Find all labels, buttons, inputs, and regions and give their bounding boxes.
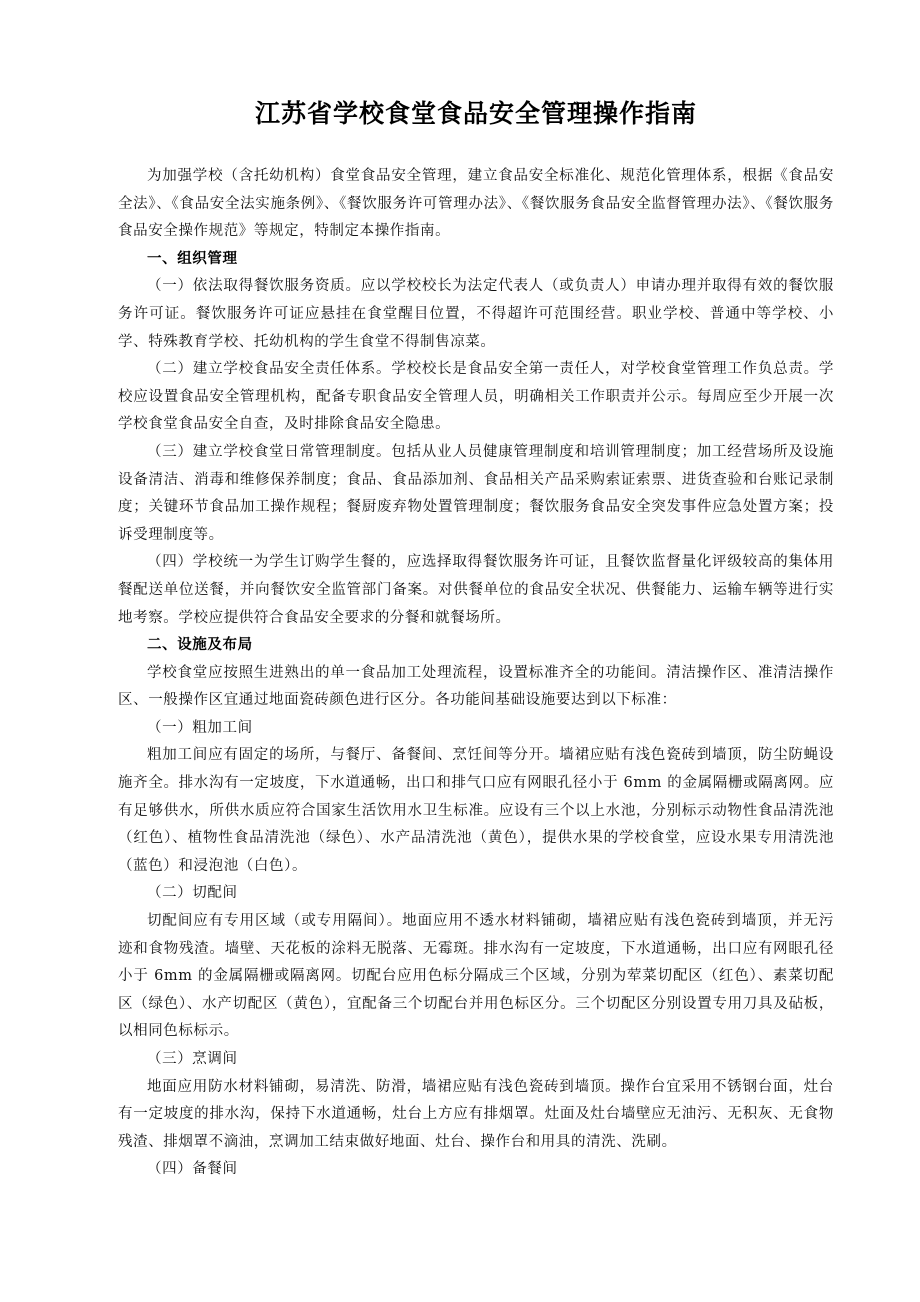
section1-item-4: （四）学校统一为学生订购学生餐的，应选择取得餐饮服务许可证，且餐饮监督量化评级较高的集体用餐配送单位送餐，并向餐饮安全监管部门备案。对供餐单位的食品安全状况、供餐能力、运输车辆等进行实地考察。学校应提供符合食品安全要求的分餐和就餐场所。 (118, 554, 834, 626)
subsection-title-cooking-room: （三）烹调间 (147, 1051, 238, 1067)
section-heading-organization: 一、组织管理 (147, 250, 238, 267)
section1-item-1: （一）依法取得餐饮服务资质。应以学校校长为法定代表人（或负责人）申请办理并取得有效的餐饮服务许可证。餐饮服务许可证应悬挂在食堂醒目位置，不得超许可范围经营。职业学校、普通中等学校、小学、特殊教育学校、托幼机构的学生食堂不得制售凉菜。 (118, 278, 834, 350)
document-page (118, 98, 834, 1184)
section1-item-3: （三）建立学校食堂日常管理制度。包括从业人员健康管理制度和培训管理制度；加工经营场所及设施设备清洁、消毒和维修保养制度；食品、食品添加剂、食品相关产品采购索证索票、进货查验和台账记录制度；关键环节食品加工操作规程；餐厨废弃物处置管理制度；餐饮服务食品安全突发事件应急处置方案；投诉受理制度等。 (118, 443, 834, 543)
section-heading-facilities: 二、设施及布局 (147, 637, 253, 654)
subsection-title-serving-room: （四）备餐间 (147, 1161, 238, 1178)
document-title: 江苏省学校食堂食品安全管理操作指南 (254, 99, 697, 128)
section2-intro: 学校食堂应按照生进熟出的单一食品加工处理流程，设置标准齐全的功能间。清洁操作区、准清洁操作区、一般操作区宜通过地面瓷砖颜色进行区分。各功能间基础设施要达到以下标准： (118, 664, 834, 709)
subsection-text-cooking-room: 地面应用防水材料铺砌，易清洗、防滑，墙裙应贴有浅色瓷砖到墙顶。操作台宜采用不锈钢台面，灶台有一定坡度的排水沟，保持下水道通畅，灶台上方应有排烟罩。灶面及灶台墙壁应无油污、无积灰、无食物残渣、排烟罩不滴油，烹调加工结束做好地面、灶台、操作台和用具的清洗、洗刷。 (118, 1078, 834, 1150)
subsection-text-cutting-room: 切配间应有专用区域（或专用隔间）。地面应用不透水材料铺砌，墙裙应贴有浅色瓷砖到墙顶，并无污迹和食物残渣。墙壁、天花板的涂料无脱落、无霉斑。排水沟有一定坡度，下水道通畅，出口应有网眼孔径小于 6mm 的金属隔栅或隔离网。切配台应用色标分隔成三个区域，分别为荤菜切配区（红色）、素菜切配区（绿色）、水产切配区（黄色），宜配备三个切配台并用色标区分。三个切配区分别设置专用刀具及砧板，以相同色标标示。 (118, 913, 834, 1040)
subsection-text-rough-processing: 粗加工间应有固定的场所，与餐厅、备餐间、烹饪间等分开。墙裙应贴有浅色瓷砖到墙顶，防尘防蝇设施齐全。排水沟有一定坡度，下水道通畅，出口和排气口应有网眼孔径小于 6mm 的金属隔栅或隔离网。应有足够供水，所供水质应符合国家生活饮用水卫生标准。应设有三个以上水池，分别标示动物性食品清洗池（红色）、植物性食品清洗池（绿色）、水产品清洗池（黄色），提供水果的学校食堂，应设水果专用清洗池（蓝色）和浸泡池（白色）。 (118, 747, 834, 874)
subsection-title-rough-processing: （一）粗加工间 (147, 719, 253, 736)
intro-paragraph: 为加强学校（含托幼机构）食堂食品安全管理，建立食品安全标准化、规范化管理体系，根据《食品安全法》、《食品安全法实施条例》、《餐饮服务许可管理办法》、《餐饮服务食品安全监督管理办法》、《餐饮服务食品安全操作规范》等规定，特制定本操作指南。 (118, 168, 834, 240)
subsection-title-cutting-room: （二）切配间 (147, 885, 238, 902)
section1-item-2: （二）建立学校食品安全责任体系。学校校长是食品安全第一责任人，对学校食堂管理工作负总责。学校应设置食品安全管理机构，配备专职食品安全管理人员，明确相关工作职责并公示。每周应至少开展一次学校食堂食品安全自查，及时排除食品安全隐患。 (118, 361, 834, 433)
